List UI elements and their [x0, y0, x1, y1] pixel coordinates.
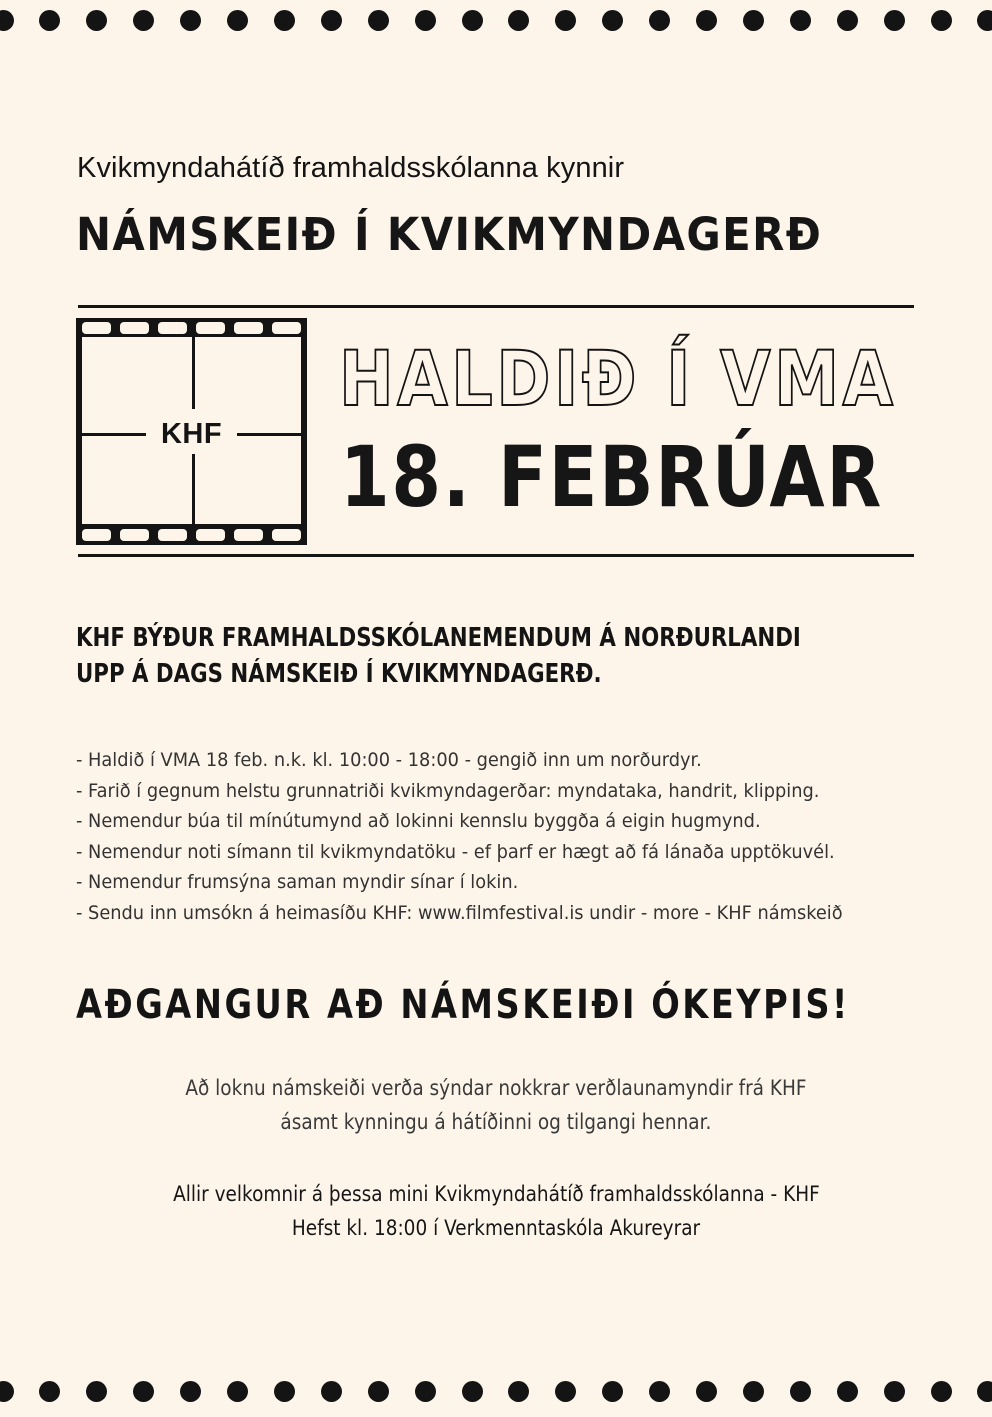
sprocket-row-top	[82, 322, 301, 334]
border-dot	[555, 1381, 576, 1402]
sprocket-hole	[234, 529, 263, 541]
border-dot	[368, 1381, 389, 1402]
border-dot	[86, 1381, 107, 1402]
border-dot	[884, 1381, 905, 1402]
sprocket-hole	[82, 322, 111, 334]
border-dot	[931, 10, 952, 31]
details-item: - Nemendur búa til mínútumynd að lokinni kennslu byggða á eigin hugmynd.	[76, 810, 761, 832]
border-dot	[321, 10, 342, 31]
border-dot	[696, 10, 717, 31]
intro-line: UPP Á DAGS NÁMSKEIÐ Í KVIKMYNDAGERÐ.	[76, 659, 602, 689]
border-dot	[274, 1381, 295, 1402]
details-item: - Farið í gegnum helstu grunnatriði kvikmyndagerðar: myndataka, handrit, klipping.	[76, 779, 820, 802]
border-dot	[508, 10, 529, 31]
border-dot	[321, 1381, 342, 1402]
border-dot	[696, 1381, 717, 1402]
logo-text: KHF	[160, 418, 223, 450]
border-dot	[743, 1381, 764, 1402]
closing-line: Að loknu námskeiði verða sýndar nokkrar verðlaunamyndir frá KHF	[185, 1076, 807, 1100]
crosshair-line-top	[192, 337, 195, 409]
border-dot	[462, 10, 483, 31]
details-item: - Nemendur frumsýna saman myndir sínar í lokin.	[76, 871, 519, 893]
border-dot	[931, 1381, 952, 1402]
admission-headline: AÐGANGUR AÐ NÁMSKEIÐI ÓKEYPIS!	[76, 982, 850, 1028]
border-dot	[0, 10, 14, 31]
film-strip-icon	[76, 318, 307, 545]
border-dot	[508, 1381, 529, 1402]
bottom-dot-border	[0, 1381, 992, 1403]
closing-line: Hefst kl. 18:00 í Verkmenntaskóla Akureyrar	[291, 1216, 701, 1240]
intro-line: KHF BÝÐUR FRAMHALDSSKÓLANEMENDUM Á NORÐURLANDI	[76, 623, 801, 653]
closing-line: ásamt kynningu á hátíðinni og tilgangi hennar.	[280, 1110, 712, 1134]
sprocket-hole	[196, 322, 225, 334]
sprocket-hole	[272, 529, 301, 541]
bottom-divider	[78, 554, 914, 557]
border-dot	[837, 1381, 858, 1402]
closing-paragraph-welcome	[0, 1177, 992, 1245]
border-dot	[555, 10, 576, 31]
sprocket-row-bottom	[82, 529, 301, 541]
sprocket-hole	[120, 322, 149, 334]
top-divider	[78, 305, 914, 308]
border-dot	[415, 1381, 436, 1402]
border-dot	[180, 1381, 201, 1402]
sprocket-hole	[158, 529, 187, 541]
main-title: NÁMSKEIÐ Í KVIKMYNDAGERÐ	[76, 208, 823, 261]
border-dot	[368, 10, 389, 31]
sprocket-hole	[272, 322, 301, 334]
crosshair-line-bottom	[192, 454, 195, 524]
border-dot	[743, 10, 764, 31]
closing-paragraph-screenings	[0, 1071, 992, 1139]
border-dot	[977, 10, 992, 31]
sprocket-hole	[158, 322, 187, 334]
border-dot	[462, 1381, 483, 1402]
border-dot	[837, 10, 858, 31]
border-dot	[649, 10, 670, 31]
sprocket-hole	[120, 529, 149, 541]
event-location: HALDIÐ Í VMA	[339, 334, 897, 423]
details-list	[76, 745, 843, 928]
border-dot	[227, 1381, 248, 1402]
border-dot	[0, 1381, 14, 1402]
border-dot	[39, 10, 60, 31]
border-dot	[602, 10, 623, 31]
closing-line: Allir velkomnir á þessa mini Kvikmyndahátíð framhaldsskólanna - KHF	[172, 1182, 820, 1206]
border-dot	[180, 10, 201, 31]
border-dot	[790, 1381, 811, 1402]
border-dot	[274, 10, 295, 31]
sprocket-hole	[82, 529, 111, 541]
presenter-subtitle: Kvikmyndahátíð framhaldsskólanna kynnir	[77, 152, 625, 184]
details-item: - Nemendur noti símann til kvikmyndatöku - ef þarf er hægt að fá lánaða upptökuvél.	[76, 840, 835, 863]
sprocket-hole	[234, 322, 263, 334]
border-dot	[977, 1381, 992, 1402]
border-dot	[133, 1381, 154, 1402]
border-dot	[227, 10, 248, 31]
border-dot	[790, 10, 811, 31]
border-dot	[86, 10, 107, 31]
details-item: - Sendu inn umsókn á heimasíðu KHF: www.filmfestival.is undir - more - KHF námskeið	[76, 901, 843, 924]
intro-heading	[76, 620, 801, 692]
event-date: 18. FEBRÚAR	[340, 428, 884, 526]
border-dot	[133, 10, 154, 31]
border-dot	[884, 10, 905, 31]
border-dot	[649, 1381, 670, 1402]
top-dot-border	[0, 10, 992, 32]
border-dot	[39, 1381, 60, 1402]
border-dot	[602, 1381, 623, 1402]
border-dot	[415, 10, 436, 31]
details-item: - Haldið í VMA 18 feb. n.k. kl. 10:00 - 18:00 - gengið inn um norðurdyr.	[76, 749, 702, 771]
sprocket-hole	[196, 529, 225, 541]
